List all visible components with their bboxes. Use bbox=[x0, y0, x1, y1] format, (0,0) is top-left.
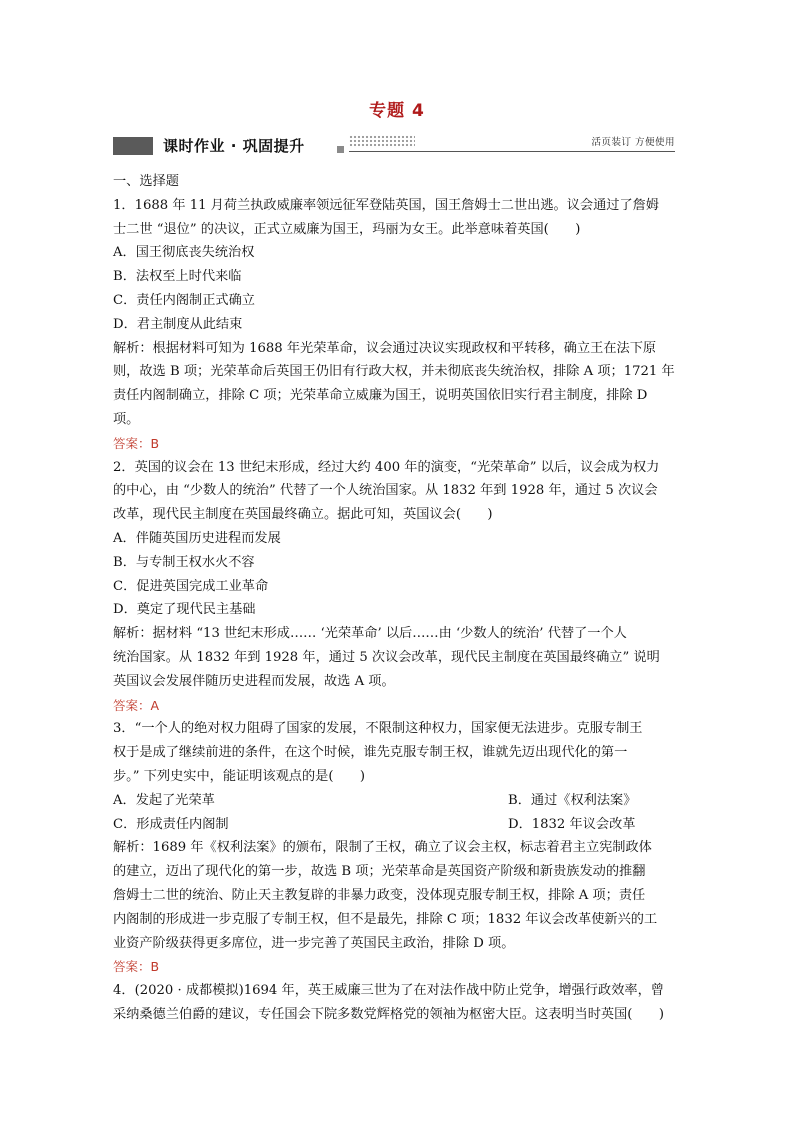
q3-options-row bbox=[113, 813, 683, 837]
q1-explanation-line: 则，故选 B 项；光荣革命后英国王仍旧有行政大权，并未彻底丧失统治权，排除 A 项；1721 年 bbox=[113, 364, 675, 380]
q1-stem-line: 士二世 “退位” 的决议，正式立威廉为国王，玛丽为女王。此举意味着英国( ) bbox=[113, 221, 581, 237]
banner-square bbox=[337, 146, 344, 153]
q2-explanation-line: 英国议会发展伴随历史进程而发展，故选 A 项。 bbox=[113, 673, 395, 689]
q1-answer: 答案：B bbox=[113, 435, 160, 451]
q3-option-c: C．形成责任内阁制 bbox=[113, 816, 229, 832]
q3-answer: 答案：B bbox=[113, 959, 160, 975]
q1-stem-line: 1．1688 年 11 月荷兰执政威廉率领远征军登陆英国，国王詹姆士二世出逃。议会通过了詹姆 bbox=[113, 197, 660, 213]
document-body bbox=[113, 170, 683, 1027]
q3-explanation-line: 内阁制的形成进一步克服了专制王权，但不是最先，排除 C 项；1832 年议会改革使新兴的工 bbox=[113, 911, 658, 927]
q3-explanation-line: 解析：1689 年《权利法案》的颁布，限制了王权，确立了议会主权，标志着君主立宪制政体 bbox=[113, 840, 652, 856]
q1-option-d: D．君主制度从此结束 bbox=[113, 316, 243, 332]
section-banner bbox=[113, 133, 675, 159]
q3-stem-line: 步。” 下列史实中，能证明该观点的是( ) bbox=[113, 768, 365, 784]
banner-rule bbox=[349, 151, 675, 152]
q3-option-d: D．1832 年议会改革 bbox=[508, 816, 636, 832]
section-heading: 一、选择题 bbox=[113, 174, 179, 189]
q3-option-b: B．通过《权利法案》 bbox=[508, 792, 637, 808]
q3-stem-line: 权于是成了继续前进的条件，在这个时候，谁先克服专制王权，谁就先迈出现代化的第一 bbox=[113, 745, 628, 761]
q2-option-d: D．奠定了现代民主基础 bbox=[113, 602, 256, 618]
q3-explanation-line: 业资产阶级获得更多席位，进一步完善了英国民主政治，排除 D 项。 bbox=[113, 935, 515, 951]
q2-explanation-line: 解析：据材料 “13 世纪末形成…… ‘光荣革命’ 以后……由 ‘少数人的统治’ 代替了一个人 bbox=[113, 626, 627, 642]
banner-bar bbox=[113, 137, 153, 155]
q3-options-row bbox=[113, 789, 683, 813]
q2-option-b: B．与专制王权水火不容 bbox=[113, 554, 255, 570]
q4-stem-line: 采纳桑德兰伯爵的建议，专任国会下院多数党辉格党的领袖为枢密大臣。这表明当时英国( ) bbox=[113, 1006, 664, 1022]
q1-explanation-line: 项。 bbox=[113, 411, 140, 427]
q1-explanation-line: 责任内阁制确立，排除 C 项；光荣革命立威廉为国王，说明英国依旧实行君主制度，排除 D bbox=[113, 388, 648, 404]
q4-stem-line: 4．(2020 · 成都模拟)1694 年，英王威廉三世为了在对法作战中防止党争，增强行政效率，曾 bbox=[113, 983, 664, 999]
q1-option-c: C．责任内阁制正式确立 bbox=[113, 292, 255, 308]
q2-explanation-line: 统治国家。从 1832 年到 1928 年，通过 5 次议会改革，现代民主制度在英国最终确立” 说明 bbox=[113, 649, 660, 665]
q3-explanation-line: 的建立，迈出了现代化的第一步，故选 B 项；光荣革命是英国资产阶级和新贵族发动的推翻 bbox=[113, 864, 646, 880]
q1-option-b: B．法权至上时代来临 bbox=[113, 269, 242, 285]
q3-option-a: A．发起了光荣革 bbox=[113, 792, 215, 808]
q2-answer: 答案：A bbox=[113, 697, 160, 713]
banner-tag: 活页装订 方便使用 bbox=[591, 137, 675, 148]
q3-explanation-line: 詹姆士二世的统治、防止天主教复辟的非暴力政变，没体现克服专制王权，排除 A 项；责任 bbox=[113, 887, 646, 903]
q2-option-a: A．伴随英国历史进程而发展 bbox=[113, 530, 281, 546]
banner-heading: 课时作业 · 巩固提升 bbox=[163, 137, 305, 155]
q1-explanation-line: 解析：根据材料可知为 1688 年光荣革命，议会通过决议实现政权和平转移，确立王在法下原 bbox=[113, 340, 657, 356]
q2-stem-line: 改革，现代民主制度在英国最终确立。据此可知，英国议会( ) bbox=[113, 507, 493, 523]
q2-stem-line: 2．英国的议会在 13 世纪末形成，经过大约 400 年的演变，“光荣革命” 以后，议会成为权力 bbox=[113, 459, 660, 475]
q2-stem-line: 的中心，由 “少数人的统治” 代替了一个人统治国家。从 1832 年到 1928 年，通过 5 次议会 bbox=[113, 483, 658, 499]
q3-stem-line: 3．“一个人的绝对权力阻碍了国家的发展，不限制这种权力，国家便无法进步。克服专制王 bbox=[113, 721, 643, 737]
q2-option-c: C．促进英国完成工业革命 bbox=[113, 578, 269, 594]
q1-option-a: A．国王彻底丧失统治权 bbox=[113, 245, 255, 261]
page-title: 专题 4 bbox=[369, 101, 425, 121]
banner-dot-pattern bbox=[349, 135, 415, 148]
